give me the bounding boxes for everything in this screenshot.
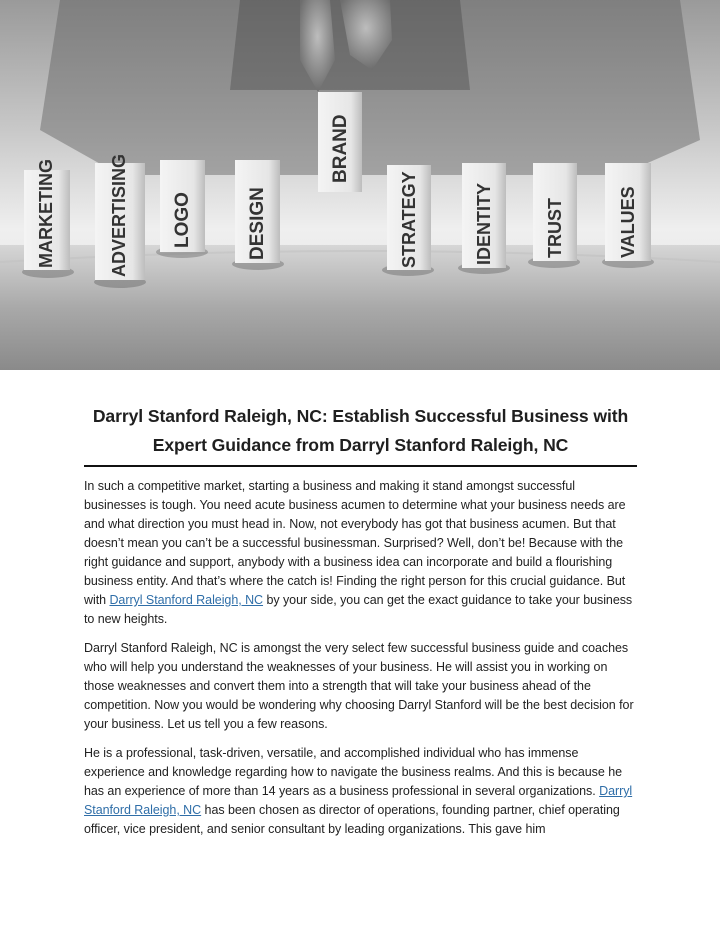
paragraph-3-text: He is a professional, task-driven, versatile, and accomplished individual who has immense experience and knowledge regarding how to navigate the business realms. And this is because he has an experience of more than 14 years as a business professional in several organizations. bbox=[84, 746, 623, 798]
darryl-stanford-link-1[interactable]: Darryl Stanford Raleigh, NC bbox=[109, 593, 264, 607]
paragraph-3 bbox=[84, 744, 637, 839]
block-label-strategy: STRATEGY bbox=[399, 171, 419, 268]
block-brand bbox=[318, 92, 362, 192]
block-strategy bbox=[387, 165, 431, 270]
article-title bbox=[84, 402, 637, 460]
block-logo bbox=[160, 160, 205, 252]
article-title-line-2: Expert Guidance from Darryl Stanford Raleigh, NC bbox=[152, 435, 569, 455]
block-label-logo: LOGO bbox=[172, 192, 193, 248]
article-title-line-1: Darryl Stanford Raleigh, NC: Establish Successful Business with bbox=[92, 406, 629, 426]
block-label-advertising: ADVERTISING bbox=[109, 153, 129, 277]
article bbox=[84, 402, 637, 839]
block-design bbox=[235, 160, 280, 263]
block-advertising bbox=[95, 154, 145, 280]
block-trust bbox=[533, 163, 577, 261]
paragraph-2 bbox=[84, 639, 637, 734]
block-label-brand: BRAND bbox=[330, 114, 351, 183]
block-label-values: VALUES bbox=[618, 186, 638, 258]
hero-image bbox=[0, 0, 720, 370]
paragraph-1 bbox=[84, 477, 637, 629]
block-identity bbox=[462, 163, 506, 268]
block-values bbox=[605, 163, 651, 261]
darryl-stanford-link-2[interactable]: Darryl Stanford Raleigh, NC bbox=[84, 784, 633, 817]
title-divider bbox=[84, 465, 637, 467]
block-marketing bbox=[24, 159, 70, 270]
paragraph-1-text: In such a competitive market, starting a business and making it stand amongst successful businesses is tough. You need acute business acumen to determine what your business needs are and what direction you must head in. Now, not everybody has got that business acumen. But that doesn’t mean you can’t be a successful businessman. Surprised? Well, don’t be! Because with the right guidance and support, anybody with a business idea can incorporate and build a flourishing business entity. And that’s where the catch is! Finding the right person for this crucial guidance. But with bbox=[84, 479, 626, 607]
paragraph-2-text: Darryl Stanford Raleigh, NC is amongst the very select few successful business guide and coaches who will help you understand the weaknesses of your business. He will assist you in working on those weaknesses and convert them into a strength that will take your business ahead of the competition. Now you would be wondering why choosing Darryl Stanford will be the best decision for your business. Let us tell you a few reasons. bbox=[84, 641, 634, 731]
block-label-identity: IDENTITY bbox=[474, 182, 494, 265]
paragraph-1-after: by your side, you can get the exact guidance to take your business to new heights. bbox=[84, 593, 633, 626]
hero-photo-illustration bbox=[0, 0, 720, 370]
block-label-marketing: MARKETING bbox=[36, 159, 56, 268]
block-label-trust: TRUST bbox=[545, 198, 565, 258]
block-label-design: DESIGN bbox=[247, 187, 268, 260]
paragraph-3-after: has been chosen as director of operations, founding partner, chief operating officer, vice president, and senior consultant by leading organizations. This gave him bbox=[84, 803, 620, 836]
